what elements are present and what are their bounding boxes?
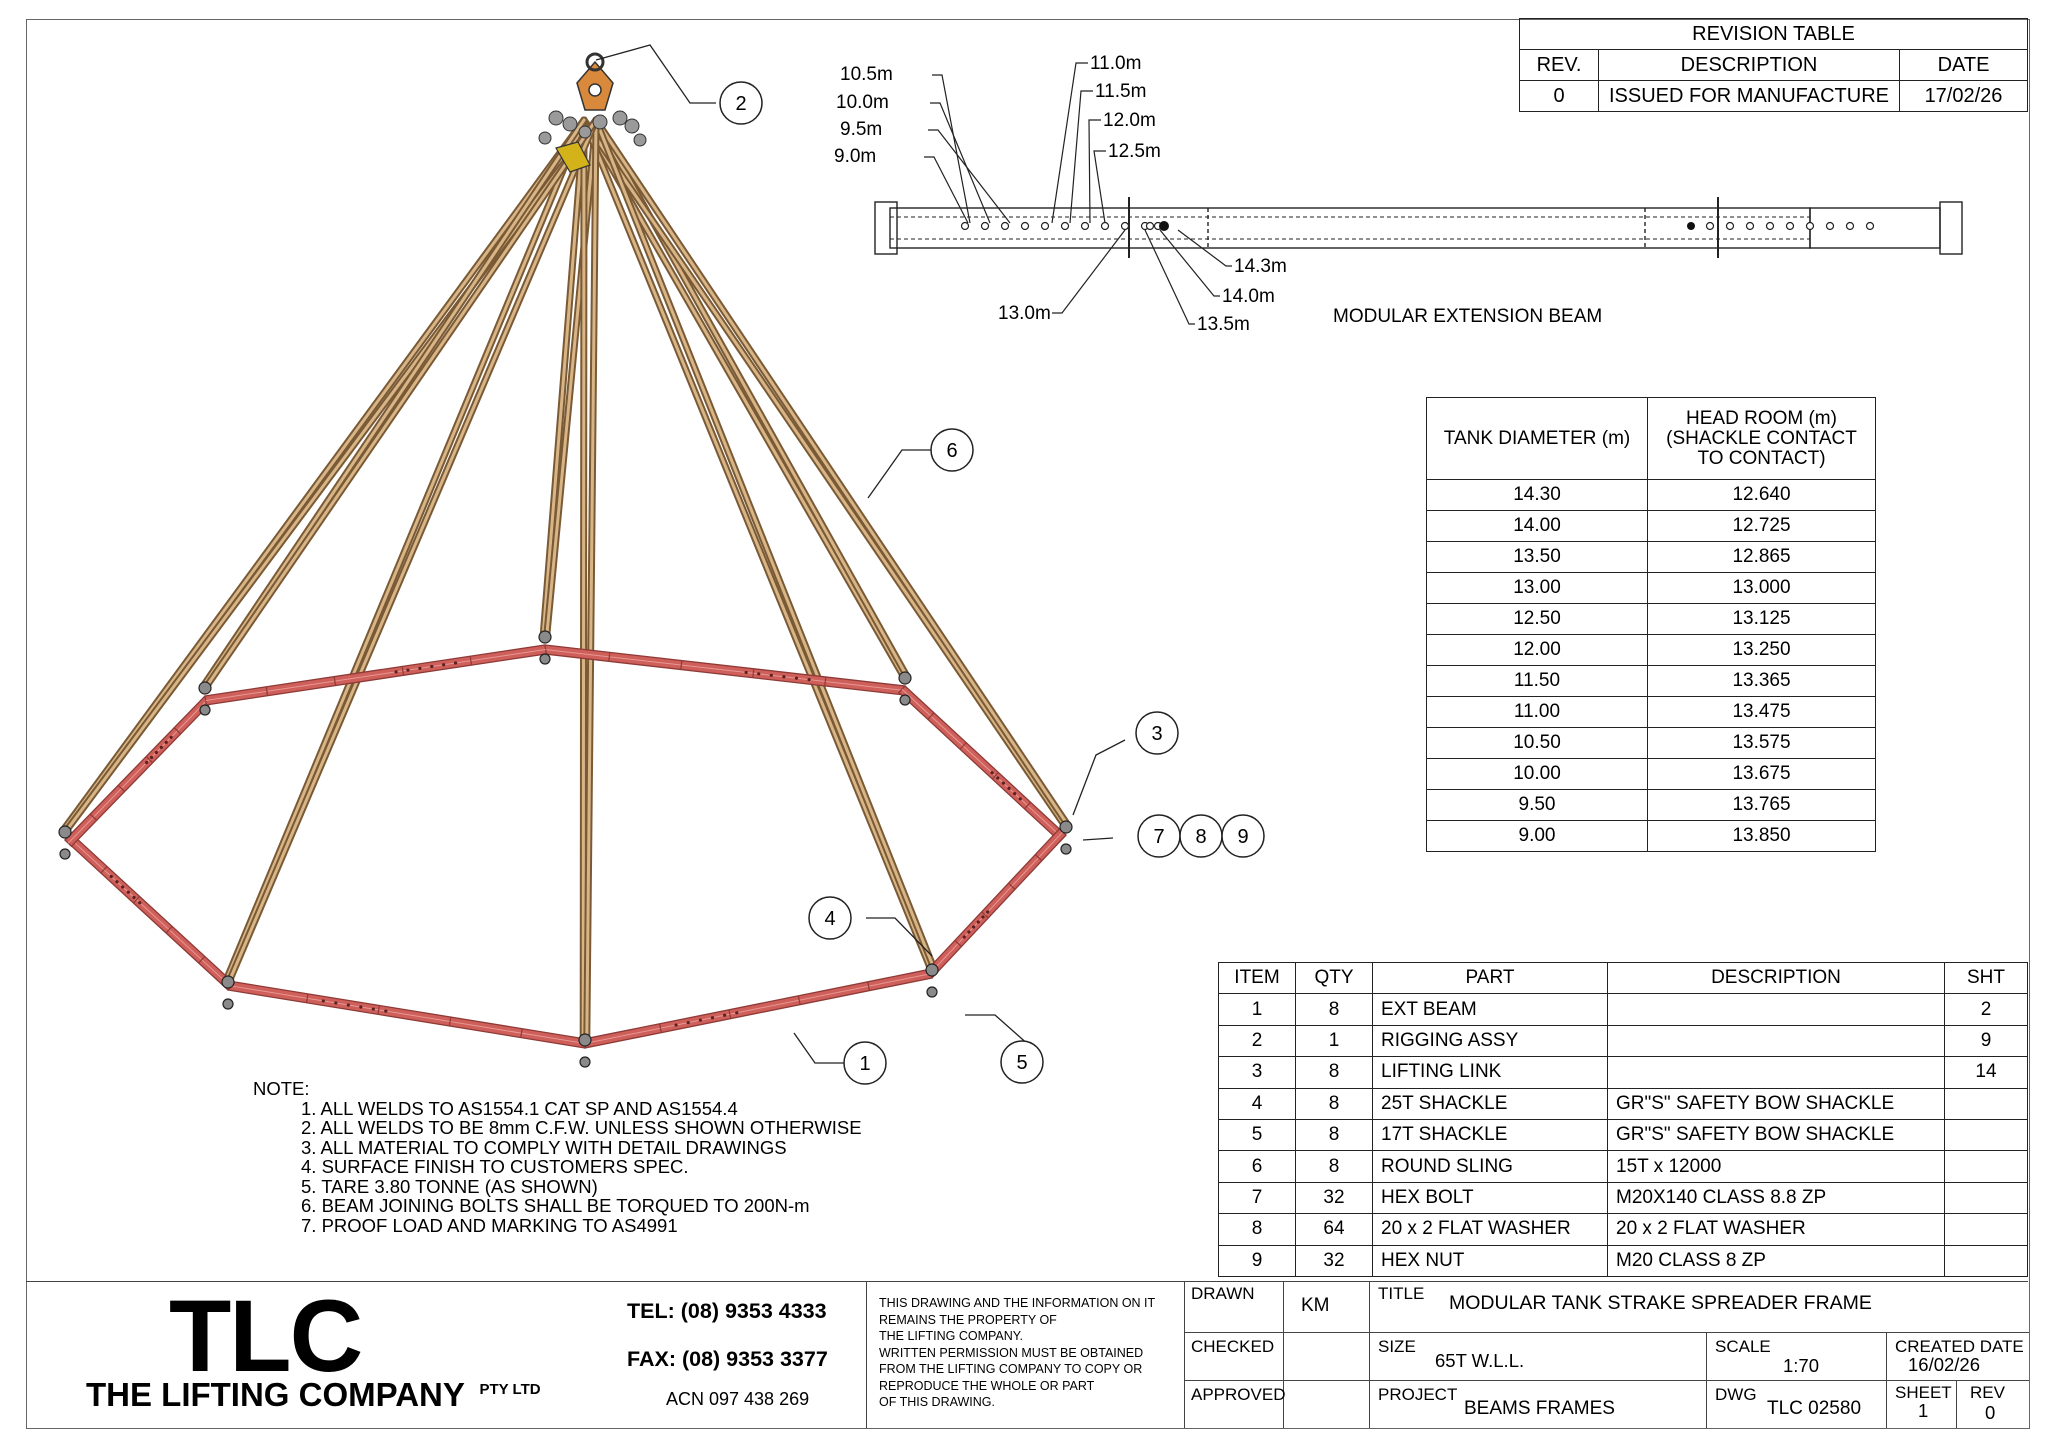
qty-cell: 64 [1296,1214,1373,1245]
sht-cell: 9 [1945,1025,2028,1056]
shackle [926,964,938,976]
qty-cell: 1 [1296,1025,1373,1056]
part-cell: ROUND SLING [1373,1151,1608,1182]
company-logo: TLC [169,1279,362,1393]
qty-cell: 32 [1296,1182,1373,1213]
description-cell: M20X140 CLASS 8.8 ZP [1608,1182,1945,1213]
beam-position-label: 9.0m [834,146,877,167]
parts-row [1219,1088,2028,1119]
ext-beam [205,645,546,705]
note-item: 6. BEAM JOINING BOLTS SHALL BE TORQUED TO 200N-m [301,1195,810,1216]
extension-beams [65,645,1066,1048]
headroom-row [1427,542,1876,573]
beam-position-label: 14.0m [1222,286,1275,307]
note-item: 4. SURFACE FINISH TO CUSTOMERS SPEC. [301,1156,689,1177]
qty-cell: 8 [1296,994,1373,1025]
parts-list-table [1218,962,2028,1277]
size-value: 65T W.L.L. [1435,1350,1525,1371]
headroom-table [1426,397,1876,852]
beam-position-label: 13.0m [998,303,1051,324]
beam-hole [1787,223,1794,230]
sht-cell [1945,1182,2028,1213]
title-value: MODULAR TANK STRAKE SPREADER FRAME [1449,1292,1872,1314]
drawn-value: KM [1301,1295,1330,1316]
qty-cell: 8 [1296,1088,1373,1119]
balloon-7 [1138,815,1180,857]
description-cell: ISSUED FOR MANUFACTURE [1599,81,1900,112]
tank-diameter-cell: 10.00 [1427,759,1648,790]
tank-diameter-cell: 12.50 [1427,604,1648,635]
parts-row [1219,1057,2028,1088]
balloon-number: 7 [1153,826,1165,848]
headroom-row [1427,666,1876,697]
parts-row [1219,1214,2028,1245]
beam-hole [1002,223,1009,230]
balloon-5 [1001,1041,1043,1083]
title-label: TITLE [1378,1284,1425,1303]
headroom-row [1427,511,1876,542]
part-cell: HEX BOLT [1373,1182,1608,1213]
note-item: 7. PROOF LOAD AND MARKING TO AS4991 [301,1214,678,1236]
description-cell: GR"S" SAFETY BOW SHACKLE [1608,1088,1945,1119]
beam-hole [1062,223,1069,230]
head-room-cell: 13.675 [1648,759,1876,790]
parts-row [1219,1025,2028,1056]
head-room-header [1648,398,1876,480]
balloon-1 [844,1042,886,1084]
note-item: 1. ALL WELDS TO AS1554.1 CAT SP AND AS1554.4 [301,1097,738,1119]
head-room-cell: 12.725 [1648,511,1876,542]
round-sling [226,120,596,980]
tank-diameter-cell: 13.50 [1427,542,1648,573]
ext-beam [65,833,234,990]
lifting-link [223,999,233,1009]
company-name-text: THE LIFTING COMPANY [86,1376,465,1413]
beam-hole [1147,223,1154,230]
lifting-link [200,705,210,715]
tank-diameter-cell: 9.00 [1427,821,1648,852]
company-name [86,1376,541,1414]
note-item: 2. ALL WELDS TO BE 8mm C.F.W. UNLESS SHOWN OTHERWISE [301,1117,862,1138]
sht-cell [1945,1088,2028,1119]
scale-value: 1:70 [1783,1355,1820,1376]
disclaimer-line: THIS DRAWING AND THE INFORMATION ON IT [879,1296,1156,1310]
head-room-cell: 13.125 [1648,604,1876,635]
head-room-cell: 13.765 [1648,790,1876,821]
qty-header: QTY [1296,963,1373,994]
headroom-row [1427,573,1876,604]
beam-hole [1867,223,1874,230]
leader-line [924,157,968,223]
balloon-4 [809,897,851,939]
rev-header: REV. [1520,50,1599,81]
lifting-link [1061,844,1071,854]
description-cell: 15T x 12000 [1608,1151,1945,1182]
sht-header: SHT [1945,963,2028,994]
head-room-cell: 12.865 [1648,542,1876,573]
sht-cell [1945,1119,2028,1150]
ext-beam [228,981,586,1048]
balloon-number: 8 [1195,826,1207,848]
title-block [26,1281,2028,1428]
dwg-value: TLC 02580 [1767,1398,1862,1419]
part-cell: EXT BEAM [1373,994,1608,1025]
beam-position-label: 13.5m [1197,314,1250,335]
description-cell [1608,1025,1945,1056]
item-cell: 6 [1219,1151,1296,1182]
headroom-row [1427,821,1876,852]
description-header: DESCRIPTION [1608,963,1945,994]
description-cell [1608,994,1945,1025]
part-header: PART [1373,963,1608,994]
headroom-row [1427,697,1876,728]
beam-position-label: 10.0m [836,92,889,113]
head-room-header-line: HEAD ROOM (m) [1686,407,1837,429]
head-room-header-line: (SHACKLE CONTACT [1666,427,1857,449]
head-room-cell: 12.640 [1648,480,1876,511]
disclaimer-cell [866,1282,1211,1428]
beam-caption: MODULAR EXTENSION BEAM [1333,306,1603,327]
sht-cell [1945,1214,2028,1245]
parts-row [1219,1245,2028,1276]
beam-hole [1727,223,1734,230]
leader-line [1052,230,1125,313]
lifting-link [900,695,910,705]
rev-label: REV [1970,1383,2005,1402]
beam-position-label: 10.5m [840,64,893,85]
item-cell: 2 [1219,1025,1296,1056]
headroom-row [1427,759,1876,790]
beam-position-label: 11.0m [1090,53,1142,74]
shackle [899,672,911,684]
beam-hole [1747,223,1754,230]
tank-diameter-cell: 14.30 [1427,480,1648,511]
tank-diameter-cell: 9.50 [1427,790,1648,821]
beam-position-label: 12.0m [1103,110,1156,131]
parts-row [1219,1151,2028,1182]
tank-diameter-cell: 11.00 [1427,697,1648,728]
notes-title: NOTE: [253,1078,310,1099]
balloon-number: 6 [946,440,958,462]
beam-position-label: 9.5m [840,119,883,140]
disclaimer-line: THE LIFTING COMPANY. [879,1329,1024,1343]
lifting-link [540,654,550,664]
approved-label: APPROVED [1191,1385,1286,1404]
rev-cell: 0 [1520,81,1599,112]
headroom-row [1427,604,1876,635]
disclaimer-line: WRITTEN PERMISSION MUST BE OBTAINED [879,1345,1144,1360]
lifting-link [580,1057,590,1067]
part-cell: 17T SHACKLE [1373,1119,1608,1150]
sht-cell [1945,1245,2028,1276]
balloon-8 [1180,815,1222,857]
tank-diameter-cell: 13.00 [1427,573,1648,604]
sheet-value: 1 [1918,1400,1929,1421]
date-cell: 17/02/26 [1900,81,2028,112]
lifting-link [60,849,70,859]
fax: FAX: (08) 9353 3377 [627,1347,828,1371]
part-cell: 20 x 2 FLAT WASHER [1373,1214,1608,1245]
tank-diameter-cell: 12.00 [1427,635,1648,666]
part-cell: RIGGING ASSY [1373,1025,1608,1056]
shackle [1060,821,1072,833]
tel: TEL: (08) 9353 4333 [627,1299,827,1323]
tank-diameter-header: TANK DIAMETER (m) [1427,398,1648,480]
item-cell: 4 [1219,1088,1296,1119]
drawn-label: DRAWN [1191,1284,1255,1303]
description-cell: M20 CLASS 8 ZP [1608,1245,1945,1276]
shackle [579,1034,591,1046]
parts-row [1219,994,2028,1025]
description-header: DESCRIPTION [1599,50,1900,81]
qty-cell: 8 [1296,1119,1373,1150]
headroom-row [1427,635,1876,666]
beam-hole [982,223,989,230]
beam-hole [1767,223,1774,230]
item-cell: 9 [1219,1245,1296,1276]
beam-hole [1082,223,1089,230]
created-date-value: 16/02/26 [1908,1354,1981,1375]
disclaimer-line: OF THIS DRAWING. [879,1395,995,1409]
item-cell: 3 [1219,1057,1296,1088]
ext-beam [583,969,932,1048]
item-cell: 7 [1219,1182,1296,1213]
head-room-header-line: TO CONTACT) [1697,447,1826,469]
balloon-number: 2 [735,93,747,115]
notes [253,1079,862,1235]
balloon-number: 1 [859,1053,871,1075]
project-label: PROJECT [1378,1385,1458,1404]
tank-diameter-cell: 11.50 [1427,666,1648,697]
tank-diameter-cell: 14.00 [1427,511,1648,542]
lifting-link [927,987,937,997]
head-room-cell: 13.365 [1648,666,1876,697]
balloon-6 [931,429,973,471]
head-room-cell: 13.575 [1648,728,1876,759]
balloon-3 [1136,712,1178,754]
disclaimer-line: REMAINS THE PROPERTY OF [879,1312,1057,1327]
balloon-9 [1222,815,1264,857]
project-value: BEAMS FRAMES [1464,1398,1615,1419]
balloon-number: 4 [824,908,836,930]
beam-hole [1807,223,1814,230]
shackle [59,826,71,838]
balloon-number: 5 [1016,1052,1028,1074]
info-grid [1184,1282,2029,1428]
note-item: 3. ALL MATERIAL TO COMPLY WITH DETAIL DRAWINGS [301,1136,787,1158]
beam-hole [1022,223,1029,230]
item-cell: 1 [1219,994,1296,1025]
description-cell [1608,1057,1945,1088]
leader-line [1094,151,1106,223]
parts-row [1219,1182,2028,1213]
ext-beam [544,645,905,695]
beam-hole [1122,223,1129,230]
size-label: SIZE [1378,1337,1416,1356]
company-suffix: PTY LTD [479,1381,541,1398]
beam-position-label: 14.3m [1234,256,1287,277]
revision-table-title: REVISION TABLE [1520,19,2028,50]
shackle [199,682,211,694]
disclaimer-line: REPRODUCE THE WHOLE OR PART [879,1378,1095,1393]
beam-hole [1042,223,1049,230]
headroom-row [1427,790,1876,821]
head-room-cell: 13.000 [1648,573,1876,604]
part-cell: HEX NUT [1373,1245,1608,1276]
acn: ACN 097 438 269 [666,1389,810,1409]
note-item: 5. TARE 3.80 TONNE (AS SHOWN) [301,1175,598,1197]
leader-line [930,103,990,223]
leader-line [928,130,1010,223]
leader-line [932,75,970,223]
sht-cell: 2 [1945,994,2028,1025]
head-room-cell: 13.475 [1648,697,1876,728]
qty-cell: 32 [1296,1245,1373,1276]
sheet-label: SHEET [1895,1383,1952,1402]
head-room-cell: 13.850 [1648,821,1876,852]
beam-hole [1102,223,1109,230]
beam-hole [962,223,969,230]
item-cell: 8 [1219,1214,1296,1245]
beam-hole [1707,223,1714,230]
headroom-row [1427,728,1876,759]
part-cell: LIFTING LINK [1373,1057,1608,1088]
part-cell: 25T SHACKLE [1373,1088,1608,1119]
created-date-label: CREATED DATE [1895,1337,2024,1356]
beam-position-label: 12.5m [1108,141,1161,162]
balloon-2 [720,82,762,124]
leader-line [1052,63,1088,223]
description-cell: 20 x 2 FLAT WASHER [1608,1214,1945,1245]
balloon-number: 9 [1237,826,1249,848]
ext-beam [65,696,211,846]
item-header: ITEM [1219,963,1296,994]
tank-diameter-cell: 10.50 [1427,728,1648,759]
sht-cell: 14 [1945,1057,2028,1088]
description-cell: GR"S" SAFETY BOW SHACKLE [1608,1119,1945,1150]
leader-line [1145,230,1195,324]
revision-table [1519,18,2028,112]
parts-row [1219,1119,2028,1150]
qty-cell: 8 [1296,1057,1373,1088]
beam-position-label: 11.5m [1095,81,1147,102]
shackle [222,976,234,988]
round-sling [203,120,596,686]
date-header: DATE [1900,50,2028,81]
shackle [539,631,551,643]
balloon-number: 3 [1151,723,1163,745]
beam-hole [1827,223,1834,230]
head-room-cell: 13.250 [1648,635,1876,666]
beam-hole [1847,223,1854,230]
qty-cell: 8 [1296,1151,1373,1182]
disclaimer-line: FROM THE LIFTING COMPANY TO COPY OR [879,1362,1143,1376]
dwg-label: DWG [1715,1385,1757,1404]
scale-label: SCALE [1715,1337,1771,1356]
ext-beam [925,829,1066,978]
sht-cell [1945,1151,2028,1182]
rev-value: 0 [1985,1402,1996,1423]
checked-label: CHECKED [1191,1337,1275,1356]
leader-line [1160,230,1220,296]
headroom-row [1427,480,1876,511]
item-cell: 5 [1219,1119,1296,1150]
round-sling [583,120,596,1038]
